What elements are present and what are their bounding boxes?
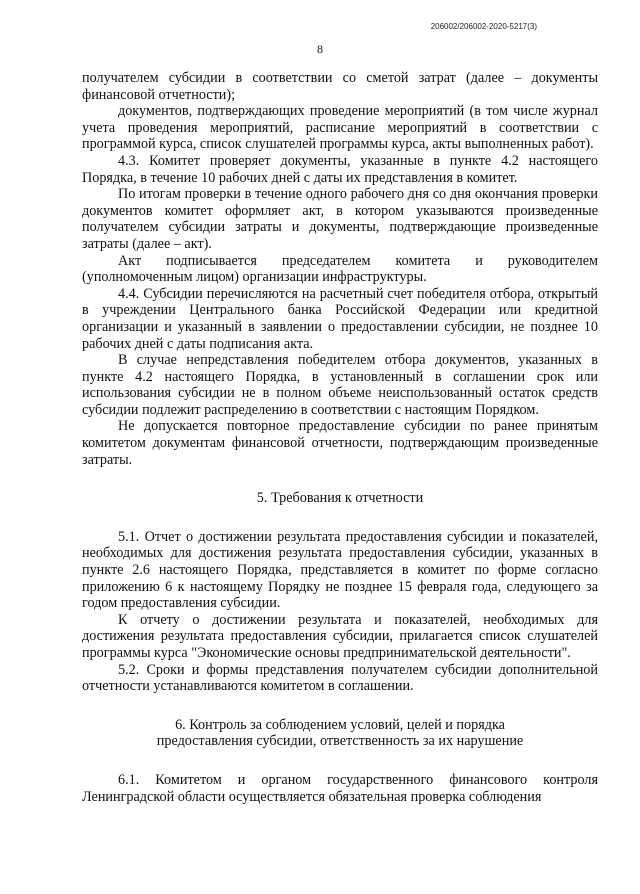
section-heading-6-line-1: 6. Контроль за соблюдением условий, целей и порядка xyxy=(175,716,505,733)
section-heading-5: 5. Требования к отчетности xyxy=(256,490,424,507)
paragraph-4-4: 4.4. Субсидии перечисляются на расчетный счет победителя отбора, открытый в учреждении Центрального банка Российской Федерации или кредитной организации и указанный в заявлении о предоставлении субсидии, не позднее 10 рабочих дней с даты подписания акта. xyxy=(82,285,598,352)
paragraph: К отчету о достижении результата и показателей, необходимых для достижения результата предоставления субсидии, прилагается список слушателей программы курса "Экономические основы предпринимательской деятельности". xyxy=(82,611,598,661)
paragraph: В случае непредставления победителем отбора документов, указанных в пункте 4.2 настоящего Порядка, в установленный в соглашении срок или использования субсидии не в полном объеме неиспользованный остаток средств субсидии подлежит распределению в соответствии с настоящим Порядком. xyxy=(82,352,598,418)
paragraph-5-2: 5.2. Сроки и формы представления получателем субсидии дополнительной отчетности устанавливаются комитетом в соглашении. xyxy=(82,661,598,695)
section-heading-6-line-2: предоставления субсидии, ответственность за их нарушение xyxy=(156,733,524,750)
paragraph-5-1: 5.1. Отчет о достижении результата предоставления субсидии и показателей, необходимых для достижения результата предоставления субсидии, указанных в пункте 2.6 настоящего Порядка, представляется в комитет по форме согласно приложению 6 к настоящему Порядку не позднее 15 февраля года, следующего за годом предоставления субсидии. xyxy=(82,528,598,612)
document-id: 206002/206002-2020-5217(3) xyxy=(430,22,537,31)
paragraph: По итогам проверки в течение одного рабочего дня со дня окончания проверки документов комитет оформляет акт, в котором указываются произведенные получателем субсидии затраты и документы, подтверждающие произведенные затраты (далее – акт). xyxy=(82,186,598,252)
paragraph-4-3: 4.3. Комитет проверяет документы, указанные в пункте 4.2 настоящего Порядка, в течение 10 рабочих дней с даты их представления в комитет. xyxy=(82,152,598,186)
page-number: 8 xyxy=(317,42,323,56)
paragraph-6-1: 6.1. Комитетом и органом государственного финансового контроля Ленинградской области осуществляется обязательная проверка соблюдения xyxy=(82,771,598,805)
paragraph: Акт подписывается председателем комитета и руководителем (уполномоченным лицом) организации инфраструктуры. xyxy=(82,252,598,286)
document-body xyxy=(82,70,598,805)
paragraph: документов, подтверждающих проведение мероприятий (в том числе журнал учета проведения мероприятий, расписание мероприятий в соответствии с программой курса, список слушателей программы курса, акты выполненных работ). xyxy=(82,103,598,153)
paragraph: Не допускается повторное предоставление субсидии по ранее принятым комитетом документам финансовой отчетности, подтверждающим произведенные затраты. xyxy=(82,418,598,468)
paragraph: получателем субсидии в соответствии со сметой затрат (далее – документы финансовой отчетности); xyxy=(82,70,598,103)
